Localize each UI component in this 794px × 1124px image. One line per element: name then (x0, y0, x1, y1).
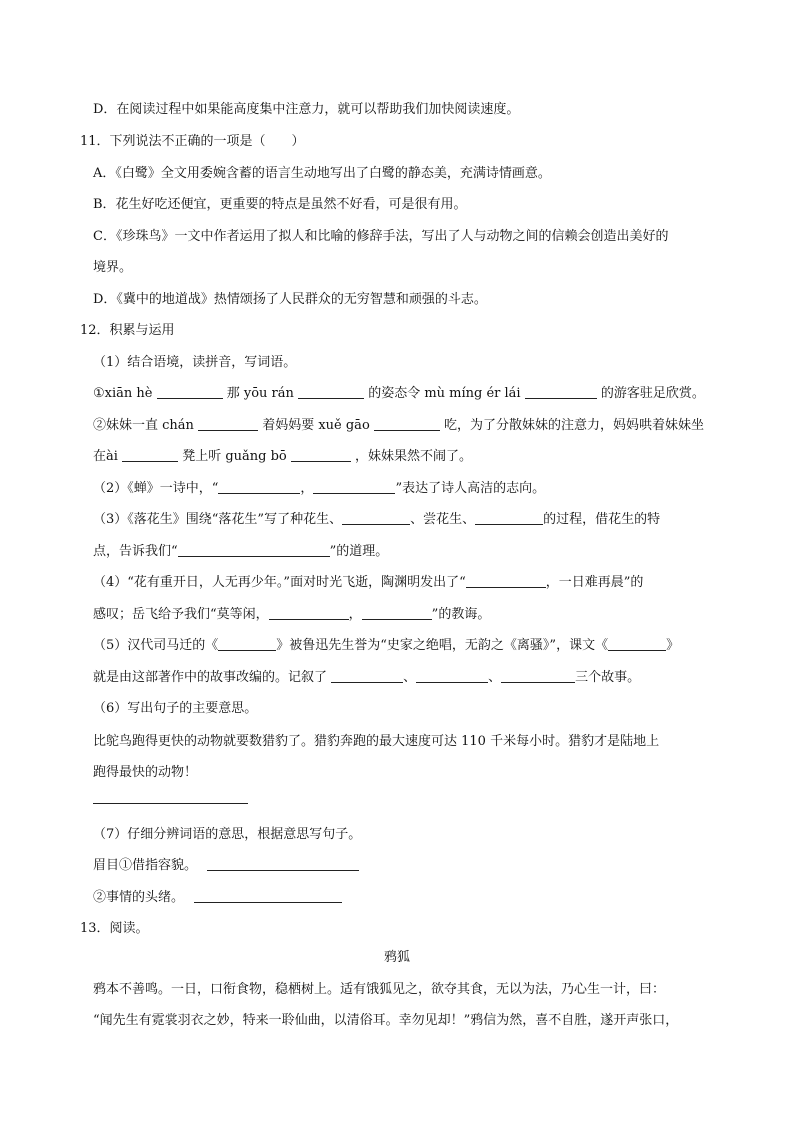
q11-option-c-line1: C．《珍珠鸟》一文中作者运用了拟人和比喻的修辞手法，写出了人与动物之间的信赖会创造出美好的 (93, 229, 669, 244)
text-fragment: （5）汉代司马迁的《 (93, 638, 219, 653)
q12-part3-line2 (93, 543, 388, 561)
answer-blank[interactable] (313, 480, 395, 494)
answer-blank[interactable] (269, 606, 349, 620)
answer-blank[interactable] (122, 448, 178, 462)
text-fragment: 、 (403, 670, 417, 685)
q12-part7-line2 (93, 889, 342, 907)
answer-blank[interactable] (157, 385, 223, 399)
answer-blank[interactable] (218, 637, 276, 651)
q12-part1-line3 (93, 448, 472, 466)
answer-blank[interactable] (525, 385, 597, 399)
answer-blank[interactable] (178, 543, 330, 557)
text-fragment: （2）《蝉》一诗中，“ (93, 481, 219, 496)
text-fragment: 、 (488, 670, 502, 685)
text-fragment: ”的教诲。 (431, 607, 491, 622)
answer-blank[interactable] (194, 889, 342, 903)
q12-part6-answer-line[interactable] (93, 803, 248, 804)
q13-passage-line2: “闻先生有霓裳羽衣之妙，特来一聆仙曲，以清俗耳。幸勿见却！”鸦信为然，喜不自胜，遂开声张口， (93, 1013, 679, 1028)
q12-part4-line2 (93, 606, 490, 624)
text-fragment: 点，告诉我们“ (93, 544, 178, 559)
pinyin-xuegao: 着妈妈要 xuě gāo (262, 418, 370, 433)
q12-part6-text-line1: 比鸵鸟跑得更快的动物就要数猎豹了。猎豹奔跑的最大速度可达 110 千米每小时。猎豹才是陆地上 (93, 734, 660, 749)
text-fragment: 、尝花生、 (410, 512, 476, 527)
pinyin-youran: 那 yōu rán (226, 386, 294, 401)
pinyin-guangbo: 凳上听 guǎng bō (182, 449, 287, 464)
q12-part7-title: （7）仔细分辨词语的意思，根据意思写句子。 (93, 827, 362, 842)
text-fragment: 吃，为了分散妹妹的注意力，妈妈哄着妹妹坐 (444, 418, 705, 433)
q11-option-a: A．《白鹭》全文用委婉含蓄的语言生动地写出了白鹭的静态美，充满诗情画意。 (93, 166, 551, 181)
q10-option-d: D．在阅读过程中如果能高度集中注意力，就可以帮助我们加快阅读速度。 (93, 102, 520, 117)
pinyin-mumingerlai: 的姿态令 mù míng ér lái (368, 386, 521, 401)
text-fragment: 就是由这部著作中的故事改编的。记叙了 (93, 670, 332, 685)
answer-blank[interactable] (374, 417, 440, 431)
q13-passage-title: 鸦狐 (383, 950, 410, 965)
q12-part7-line1 (93, 857, 359, 875)
q12-part1-line2 (93, 417, 704, 435)
text-fragment: ”表达了诗人高洁的志向。 (395, 481, 546, 496)
q12-part3-line1 (93, 511, 660, 529)
answer-blank[interactable] (466, 574, 546, 588)
answer-blank[interactable] (198, 417, 258, 431)
answer-blank[interactable] (501, 669, 575, 683)
answer-blank[interactable] (218, 480, 300, 494)
q12-stem: 12．积累与运用 (80, 323, 175, 338)
text-fragment: 》被鲁迅先生誉为“史家之绝唱，无韵之《离骚》”，课文《 (276, 638, 609, 653)
pinyin-ai: 在ài (93, 449, 118, 464)
q12-part1-title: （1）结合语境，读拼音，写词语。 (93, 355, 297, 370)
text-fragment: ”的道理。 (329, 544, 389, 559)
text-fragment: 》 (666, 638, 680, 653)
q11-option-c-line2: 境界。 (93, 260, 133, 275)
text-fragment: （4）“花有重开日，人无再少年。”面对时光飞逝，陶渊明发出了“ (93, 575, 466, 590)
q11-option-d: D．《冀中的地道战》热情颂扬了人民群众的无穷智慧和顽强的斗志。 (93, 292, 487, 307)
q11-option-b: B．花生好吃还便宜，更重要的特点是虽然不好看，可是很有用。 (93, 197, 467, 212)
answer-blank[interactable] (416, 669, 488, 683)
answer-blank[interactable] (207, 857, 359, 871)
answer-blank[interactable] (608, 637, 666, 651)
answer-blank[interactable] (475, 511, 543, 525)
text-fragment: 的游客驻足欣赏。 (600, 386, 705, 401)
text-fragment: 三个故事。 (575, 670, 641, 685)
text-fragment: （3）《落花生》围绕“落花生”写了种花生、 (93, 512, 343, 527)
text-fragment: ， (300, 481, 314, 496)
q12-part5-line2 (93, 669, 640, 687)
text-fragment: ， (348, 607, 362, 622)
q12-part6-text-line2: 跑得最快的动物！ (93, 765, 198, 780)
answer-blank[interactable] (331, 669, 403, 683)
q13-passage-line1: 鸦本不善鸣。一日，口衔食物，稳栖树上。适有饿狐见之，欲夺其食，无以为法，乃心生一计，曰： (93, 982, 666, 997)
q11-stem: 11．下列说法不正确的一项是（ ） (80, 134, 305, 149)
q12-part1-line1 (93, 385, 705, 403)
text-fragment: ②事情的头绪。 (93, 890, 185, 905)
q13-stem: 13．阅读。 (80, 921, 149, 936)
q12-part5-line1 (93, 637, 679, 655)
q12-part6-title: （6）写出句子的主要意思。 (93, 701, 258, 716)
answer-blank[interactable] (291, 448, 351, 462)
answer-blank[interactable] (342, 511, 410, 525)
pinyin-chan: ②妹妹一直 chán (93, 418, 194, 433)
q12-part4-line1 (93, 574, 643, 592)
text-fragment: ，一日难再晨”的 (545, 575, 644, 590)
text-fragment: 眉目①借指容貌。 (93, 858, 198, 873)
pinyin-xianhe: ①xiān hè (93, 386, 153, 401)
answer-blank[interactable] (298, 385, 364, 399)
text-fragment: 的过程，借花生的特 (543, 512, 661, 527)
text-fragment: 感叹；岳飞给予我们“莫等闲， (93, 607, 269, 622)
q12-part2 (93, 480, 545, 498)
text-fragment: ，妹妹果然不闹了。 (355, 449, 473, 464)
answer-blank[interactable] (362, 606, 432, 620)
